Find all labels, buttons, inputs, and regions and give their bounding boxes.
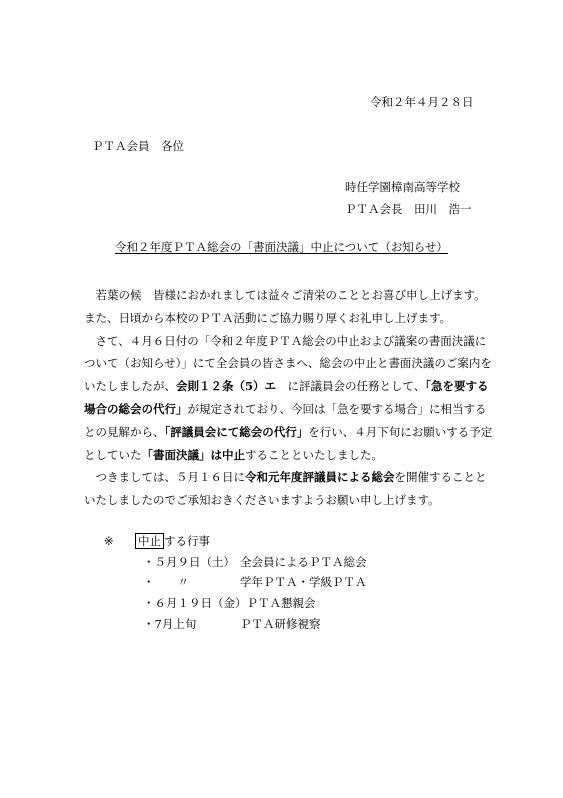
body-line: としていた「書面決議」は中止することといたしました。 [84, 447, 383, 462]
school-name: 時任学園樟南高等学校 [345, 180, 460, 194]
event-name: ＰＴＡ研修視察 [240, 617, 321, 631]
body-line: との見解から、「評議員会にて総会の代行」を行い、４月下旬にお願いする予定 [84, 424, 493, 439]
body-line: 場合の総会の代行」が規定されており、今回は「急を要する場合」に相当する [84, 401, 487, 416]
bold-text: 「書面決議」は中止 [141, 447, 245, 462]
event-date: ・ 〃 [143, 575, 189, 589]
bold-text: 会則１２条（5）エ [176, 379, 277, 394]
reference-mark: ※ [104, 534, 114, 548]
letter-title: 令和２年度ＰＴＡ総会の「書面決議」中止について（お知らせ） [115, 240, 448, 254]
letter-date: 令和２年４月２８日 [370, 95, 474, 109]
event-date: ・５月９日（土） [143, 555, 235, 569]
letter-body [84, 284, 504, 512]
event-name: 全会員によるＰＴＡ総会 [240, 555, 367, 569]
event-date: ・６月１９日（金）ＰＴＡ懇親会 [143, 596, 316, 610]
sender-name: ＰＴＡ会長 田川 浩一 [345, 202, 472, 216]
body-line: つきましては、５月１６日に令和元年度評議員による総会を開催することと [84, 470, 487, 485]
event-date: ・7月上旬 [143, 617, 197, 631]
cancelled-events-heading: ※ 中止 する行事 [104, 534, 210, 548]
bold-text: 「急を要する [425, 379, 489, 394]
body-line: ついて（お知らせ）」にて全会員の皆さまへ、総会の中止と書面決議のご案内を [84, 356, 492, 371]
addressee: ＰＴＡ会員 各位 [92, 139, 184, 153]
boxed-label: 中止 [135, 533, 164, 549]
body-line: さて、４月６日付の「令和２年度ＰＴＡ総会の中止および議案の書面決議に [84, 333, 487, 348]
body-line: 若葉の候 皆様におかれましては益々ご清栄のこととお喜び申し上げます。 [84, 288, 486, 302]
event-name: 学年ＰＴＡ・学級ＰＴＡ [240, 575, 367, 589]
bold-text: 令和元年度評議員による総会 [245, 470, 395, 485]
bold-text: 「評議員会にて総会の代行」 [164, 424, 309, 439]
bold-text: 場合の総会の代行」 [84, 401, 188, 416]
body-line: いたしましたのでご承知おきくださいますようお願い申し上げます。 [84, 493, 440, 508]
body-line: また、日頃から本校のＰＴＡ活動にご協力賜り厚くお礼申し上げます。 [84, 310, 452, 325]
body-line: いたしましたが、会則１２条（5）エ に評議員会の任務として、「急を要する [84, 379, 489, 394]
